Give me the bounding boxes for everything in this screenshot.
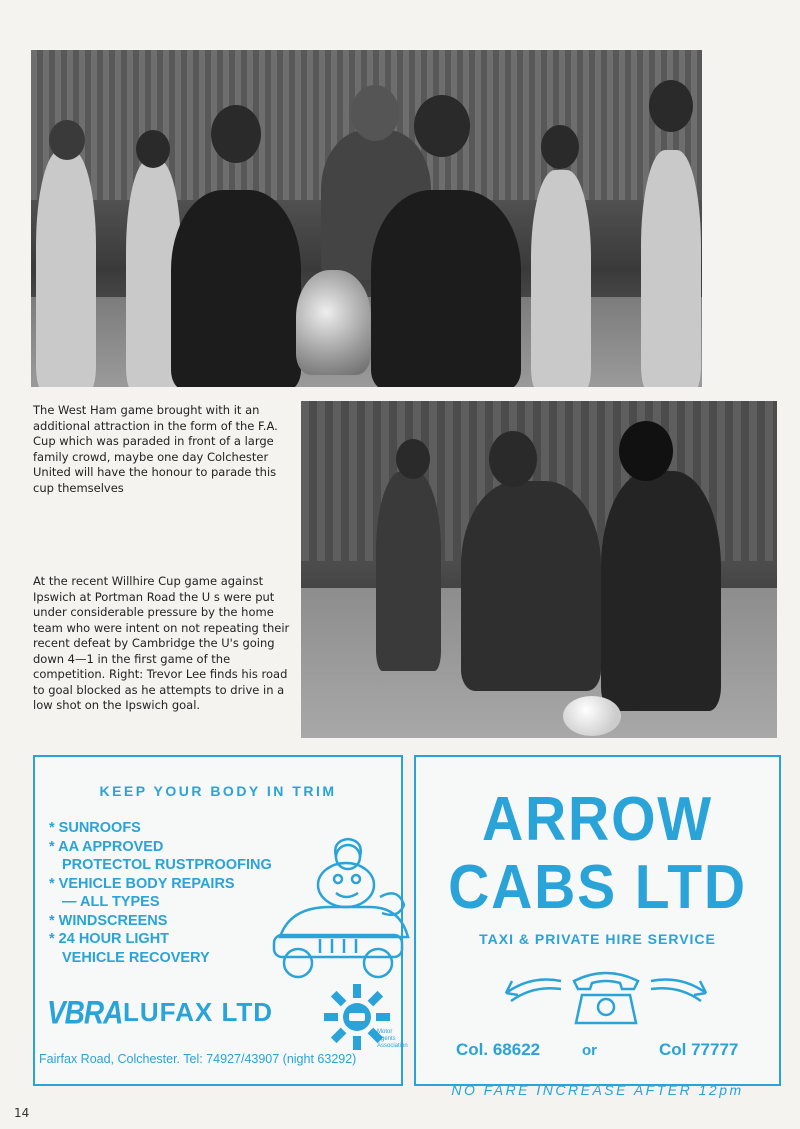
curved-arrow-left-icon: [486, 971, 566, 1011]
advert-lufax: [33, 755, 408, 1086]
caption-west-ham-text: The West Ham game brought with it an additional attraction in the form of the F.A. Cup which was paraded in front of a large family crowd, maybe one day Colchester United will have the honour to parade this cup themselves: [33, 403, 278, 495]
vbra-logo: VBRA: [47, 994, 123, 1031]
list-item: * 24 HOUR LIGHT: [49, 931, 170, 947]
lufax-company-name: LUFAX LTD: [123, 997, 274, 1027]
phone-number-left: Col. 68622: [456, 1040, 541, 1059]
cartoon-car-mechanic-icon: [260, 827, 410, 987]
list-item: * AA APPROVED: [49, 838, 164, 855]
telephone-icon: [566, 967, 646, 1027]
arrow-cabs-title-line2: CABS LTD: [448, 853, 747, 922]
list-item: VEHICLE RECOVERY: [62, 949, 210, 966]
curved-arrow-right-icon: [646, 971, 726, 1011]
phone-number-right: Col 77777: [659, 1040, 739, 1059]
list-item: * WINDSCREENS: [49, 912, 168, 929]
lufax-address: Fairfax Road, Colchester. Tel: 74927/43907 (night 63292): [39, 1052, 357, 1066]
list-item: * VEHICLE BODY REPAIRS: [49, 875, 235, 892]
arrow-cabs-subtitle: TAXI & PRIVATE HIRE SERVICE: [479, 931, 716, 947]
list-item: PROTECTOL RUSTPROOFING: [62, 857, 272, 873]
caption-willhire-cup: [33, 574, 295, 714]
photo-willhire-cup-action: [301, 401, 777, 738]
lufax-services-list: [49, 819, 272, 967]
caption-willhire-cup-text: At the recent Willhire Cup game against Ipswich at Portman Road the U s were put under considerable pressure by the home team who were intent on not repeating their recent defeat by Cambridge the U's going down 4—1 in the first game of the competition. Right: Trevor Lee finds his road to goal blocked as he attempts to drive in a low shot on the Ipswich goal.: [33, 574, 290, 712]
list-item: * SUNROOFS: [49, 820, 141, 836]
caption-west-ham: [33, 403, 295, 496]
page-number: 14: [14, 1106, 30, 1120]
advert-arrow-cabs: [414, 755, 781, 1098]
list-item: — ALL TYPES: [62, 894, 160, 910]
motor-agents-association-text: Motor Agents Association: [377, 1029, 408, 1049]
arrow-cabs-title-line1: ARROW: [481, 785, 713, 854]
phone-or-label: or: [582, 1042, 597, 1059]
photo-fa-cup-parade: [31, 50, 702, 387]
fare-notice: NO FARE INCREASE AFTER 12pm: [451, 1082, 744, 1098]
lufax-headline: KEEP YOUR BODY IN TRIM: [99, 783, 337, 799]
